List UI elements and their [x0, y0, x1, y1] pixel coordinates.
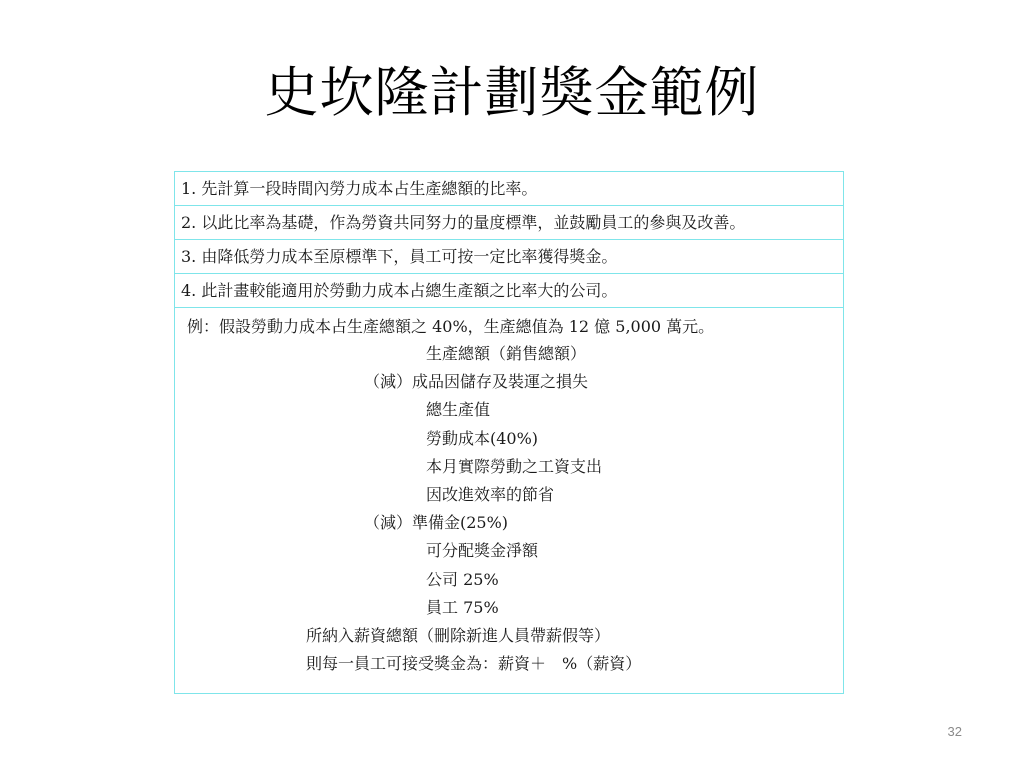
- slide-number: 32: [947, 724, 962, 739]
- example-line: 總生產值: [426, 400, 491, 420]
- example-line: 本月實際勞動之工資支出: [426, 456, 603, 476]
- table-row: [175, 274, 844, 308]
- example-line: 員工 75%: [426, 597, 499, 617]
- step-text-1: 1. 先計算一段時間內勞力成本占生產總額的比率。: [181, 179, 538, 198]
- example-line: 公司 25%: [426, 569, 499, 589]
- table-cell: [175, 240, 844, 274]
- example-line: （減）準備金(25%): [364, 513, 509, 533]
- example-line: 則每一員工可接受獎金為：薪資＋ %（薪資）: [306, 654, 642, 674]
- example-cell: [175, 308, 844, 694]
- table-cell: [175, 172, 844, 206]
- example-line: 所納入薪資總額（刪除新進人員帶薪假等）: [306, 626, 611, 646]
- table-row: [175, 308, 844, 694]
- example-line: 可分配獎金淨額: [426, 541, 539, 561]
- step-text-4: 4. 此計畫較能適用於勞動力成本占總生產額之比率大的公司。: [181, 281, 618, 300]
- example-intro: 例：假設勞動力成本占生產總額之 40%，生產總值為 12 億 5,000 萬元。: [187, 317, 715, 336]
- example-line: （減）成品因儲存及裝運之損失: [364, 372, 589, 392]
- table-row: [175, 240, 844, 274]
- content-table: [174, 171, 844, 694]
- example-line: 因改進效率的節省: [426, 485, 555, 505]
- example-line: 生產總額（銷售總額）: [426, 344, 587, 363]
- example-line: 勞動成本(40%): [426, 428, 539, 448]
- table-row: [175, 172, 844, 206]
- table-cell: [175, 274, 844, 308]
- step-text-3: 3. 由降低勞力成本至原標準下，員工可按一定比率獲得獎金。: [181, 247, 618, 266]
- table-cell: [175, 206, 844, 240]
- table-row: [175, 206, 844, 240]
- step-text-2: 2. 以此比率為基礎，作為勞資共同努力的量度標準，並鼓勵員工的參與及改善。: [181, 213, 746, 232]
- slide-title: 史坎隆計劃獎金範例: [264, 61, 760, 124]
